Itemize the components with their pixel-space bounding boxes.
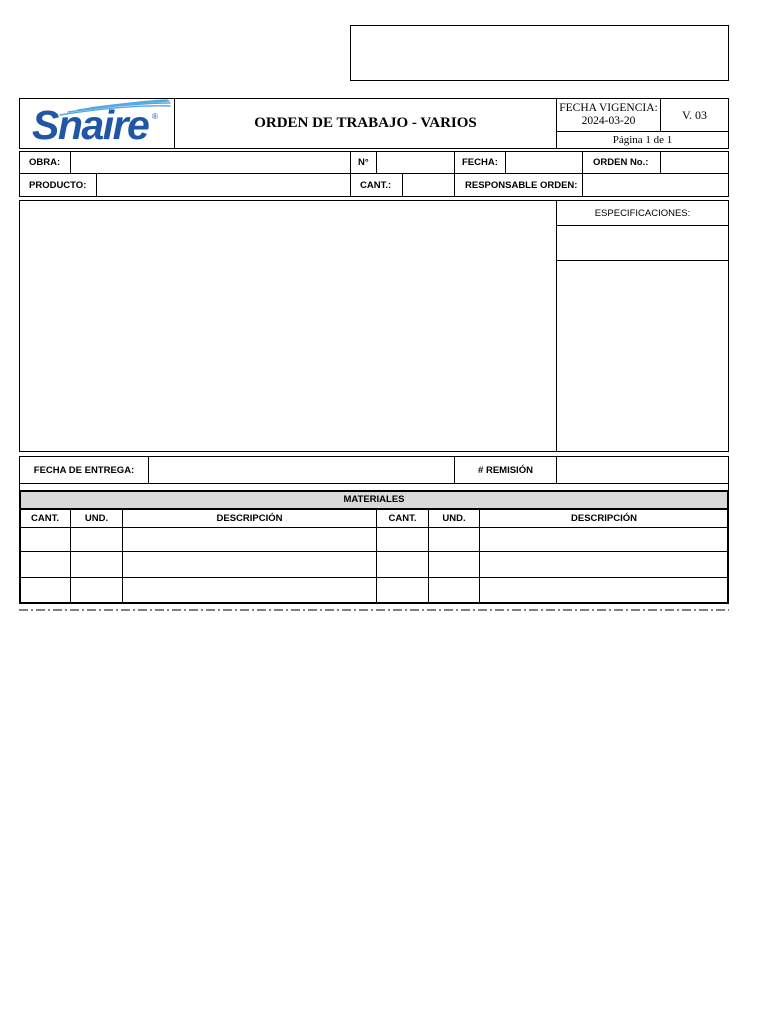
orden-no-label: ORDEN No.: [582, 151, 661, 174]
remision-field [556, 456, 729, 484]
especificaciones-field-1 [556, 225, 729, 261]
table-cell [19, 527, 71, 552]
fecha-vigencia-cell [556, 98, 661, 132]
materials-title: MATERIALES [19, 490, 729, 510]
cant-field [402, 173, 455, 197]
obra-field [70, 151, 351, 174]
top-blank-box [350, 25, 729, 81]
table-cell [70, 527, 123, 552]
table-cell [479, 527, 729, 552]
table-cell [376, 527, 429, 552]
fecha-entrega-field [148, 456, 455, 484]
fecha-vigencia-label: FECHA VIGENCIA: [559, 102, 658, 114]
registered-mark: ® [152, 112, 158, 121]
table-cell [479, 551, 729, 578]
cant-label: CANT.: [350, 173, 403, 197]
responsable-orden-field [582, 173, 729, 197]
table-cell [428, 577, 480, 604]
producto-label: PRODUCTO: [19, 173, 97, 197]
cut-line [19, 605, 729, 615]
table-cell [19, 577, 71, 604]
table-cell [70, 577, 123, 604]
page-number: Página 1 de 1 [556, 131, 729, 149]
especificaciones-field-2 [556, 260, 729, 452]
version-cell: V. 03 [660, 98, 729, 132]
table-row [19, 527, 729, 552]
document-title: ORDEN DE TRABAJO - VARIOS [174, 98, 557, 149]
table-cell [19, 551, 71, 578]
fecha-label: FECHA: [454, 151, 506, 174]
table-cell [122, 551, 377, 578]
column-header: DESCRIPCIÓN [479, 509, 729, 528]
remision-label: # REMISIÓN [454, 456, 557, 484]
obra-label: OBRA: [19, 151, 71, 174]
table-header-row [19, 509, 729, 528]
column-header: UND. [70, 509, 123, 528]
column-header: CANT. [19, 509, 71, 528]
fecha-vigencia-value: 2024-03-20 [581, 115, 636, 127]
table-cell [70, 551, 123, 578]
table-cell [376, 551, 429, 578]
work-area [19, 200, 557, 452]
column-header: UND. [428, 509, 480, 528]
numero-field [376, 151, 455, 174]
fecha-entrega-label: FECHA DE ENTREGA: [19, 456, 149, 484]
table-cell [428, 527, 480, 552]
producto-field [96, 173, 351, 197]
table-row [19, 551, 729, 578]
numero-label: N° [350, 151, 377, 174]
logo-wordmark: Snaire [32, 102, 149, 148]
especificaciones-header: ESPECIFICACIONES: [556, 200, 729, 226]
table-cell [122, 577, 377, 604]
materials-table [19, 490, 729, 604]
logo-cell [19, 98, 175, 149]
orden-no-field [660, 151, 729, 174]
table-cell [376, 577, 429, 604]
table-cell [122, 527, 377, 552]
column-header: CANT. [376, 509, 429, 528]
column-header: DESCRIPCIÓN [122, 509, 377, 528]
table-cell [428, 551, 480, 578]
table-row [19, 577, 729, 604]
table-cell [479, 577, 729, 604]
fecha-field [505, 151, 583, 174]
responsable-orden-label: RESPONSABLE ORDEN: [454, 173, 583, 197]
